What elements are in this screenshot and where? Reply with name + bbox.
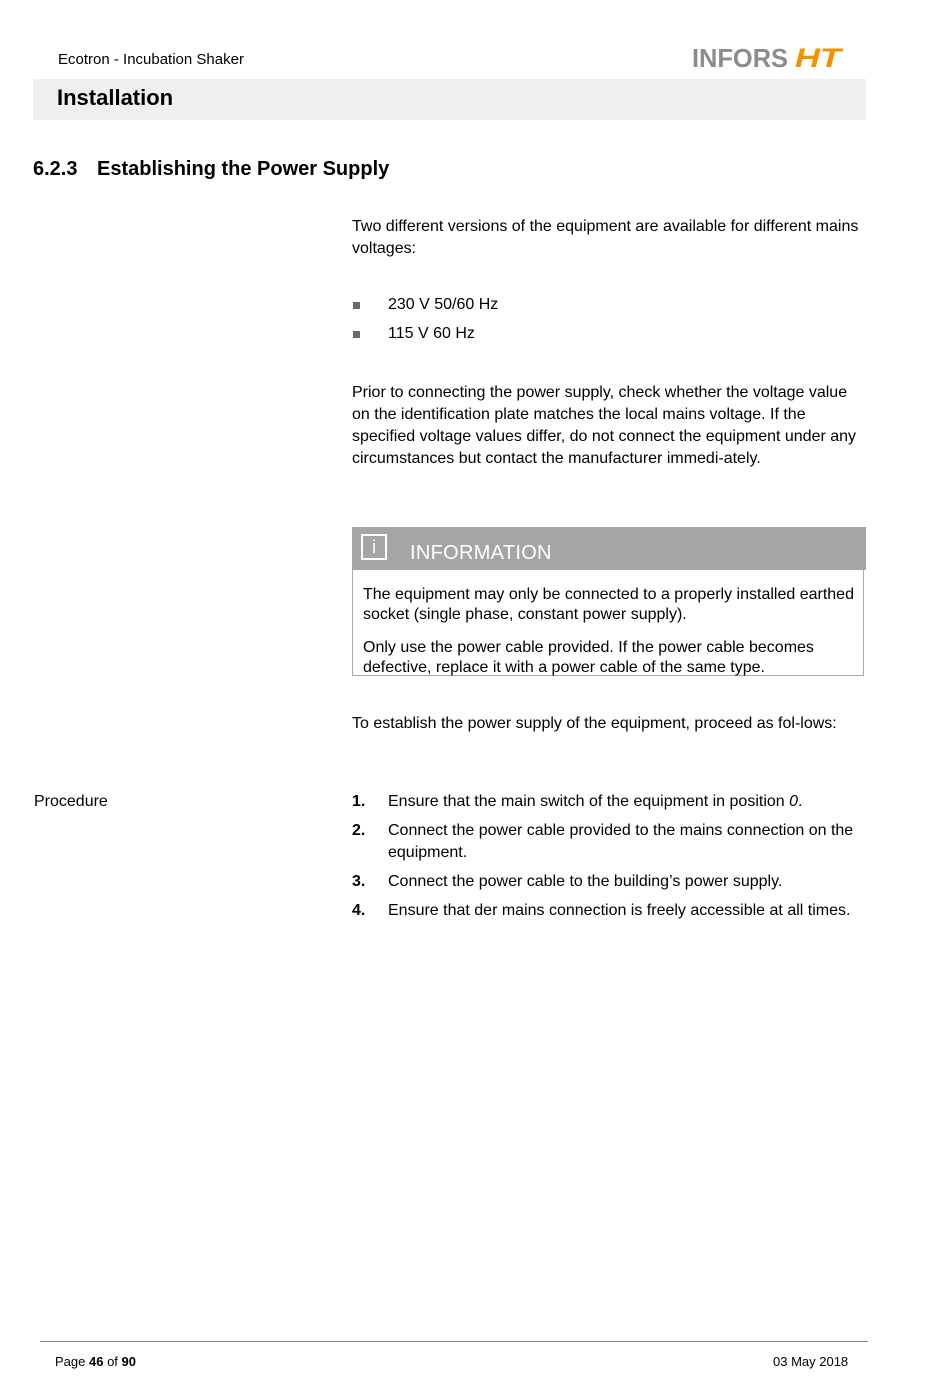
procedure-steps	[352, 791, 867, 929]
list-item	[352, 294, 498, 323]
voltage-list	[352, 294, 498, 352]
procedure-label: Procedure	[34, 793, 108, 810]
step-text: Connect the power cable provided to the mains connection on the equipment.	[388, 822, 854, 861]
information-box	[352, 527, 864, 676]
voltage-value: 115 V 60 Hz	[388, 325, 475, 342]
step-text: Connect the power cable to the building’s power supply.	[388, 873, 783, 890]
step-text: Ensure that the main switch of the equipment in position	[388, 793, 790, 810]
page-current: 46	[88, 1354, 104, 1369]
procedure-step	[352, 871, 867, 893]
page-of: of	[103, 1354, 122, 1369]
step-number: 2.	[352, 822, 366, 839]
step-suffix: .	[798, 793, 803, 810]
logo-text-infors: INFORS	[692, 43, 788, 70]
voltage-check-paragraph: Prior to connecting the power supply, check whether the voltage value on the identification plate matches the local mains voltage. If the specified voltage values differ, do not connect the equipment under any circumstances but contact the manufacturer immedi-ately.	[352, 384, 857, 467]
step-emphasis: 0	[789, 793, 799, 810]
page-number	[55, 1354, 136, 1369]
list-item	[352, 323, 498, 352]
logo-text-ht: HT	[795, 43, 844, 70]
voltage-value: 230 V 50/60 Hz	[388, 296, 499, 313]
info-icon: i	[361, 534, 387, 560]
heading-number: 6.2.3	[33, 158, 78, 180]
step-text: Ensure that der mains connection is freely accessible at all times.	[388, 902, 851, 919]
intro-paragraph: Two different versions of the equipment are available for different mains voltages:	[352, 218, 859, 257]
page-prefix: Page	[55, 1354, 89, 1369]
procedure-step	[352, 900, 867, 922]
footer-divider	[40, 1341, 868, 1342]
document-title: Ecotron - Incubation Shaker	[58, 51, 244, 68]
information-text-2: Only use the power cable provided. If the power cable becomes defective, replace it with a power cable of the same type.	[363, 639, 814, 676]
information-label: INFORMATION	[410, 542, 552, 564]
proceed-paragraph: To establish the power supply of the equipment, proceed as fol-lows:	[352, 715, 837, 732]
square-bullet-icon	[353, 331, 360, 338]
section-bar	[33, 79, 866, 120]
square-bullet-icon	[353, 302, 360, 309]
step-number: 1.	[352, 793, 366, 810]
section-heading	[33, 158, 389, 181]
information-text-1: The equipment may only be connected to a properly installed earthed socket (single phase, constant power supply).	[363, 586, 854, 623]
procedure-step	[352, 820, 867, 864]
infors-ht-logo	[692, 42, 844, 70]
heading-title: Establishing the Power Supply	[97, 158, 390, 180]
procedure-step	[352, 791, 867, 813]
step-number: 4.	[352, 902, 366, 919]
document-date: 03 May 2018	[773, 1354, 849, 1369]
information-header	[352, 527, 866, 570]
step-number: 3.	[352, 873, 366, 890]
section-title: Installation	[57, 85, 174, 110]
page-total: 90	[121, 1354, 136, 1369]
